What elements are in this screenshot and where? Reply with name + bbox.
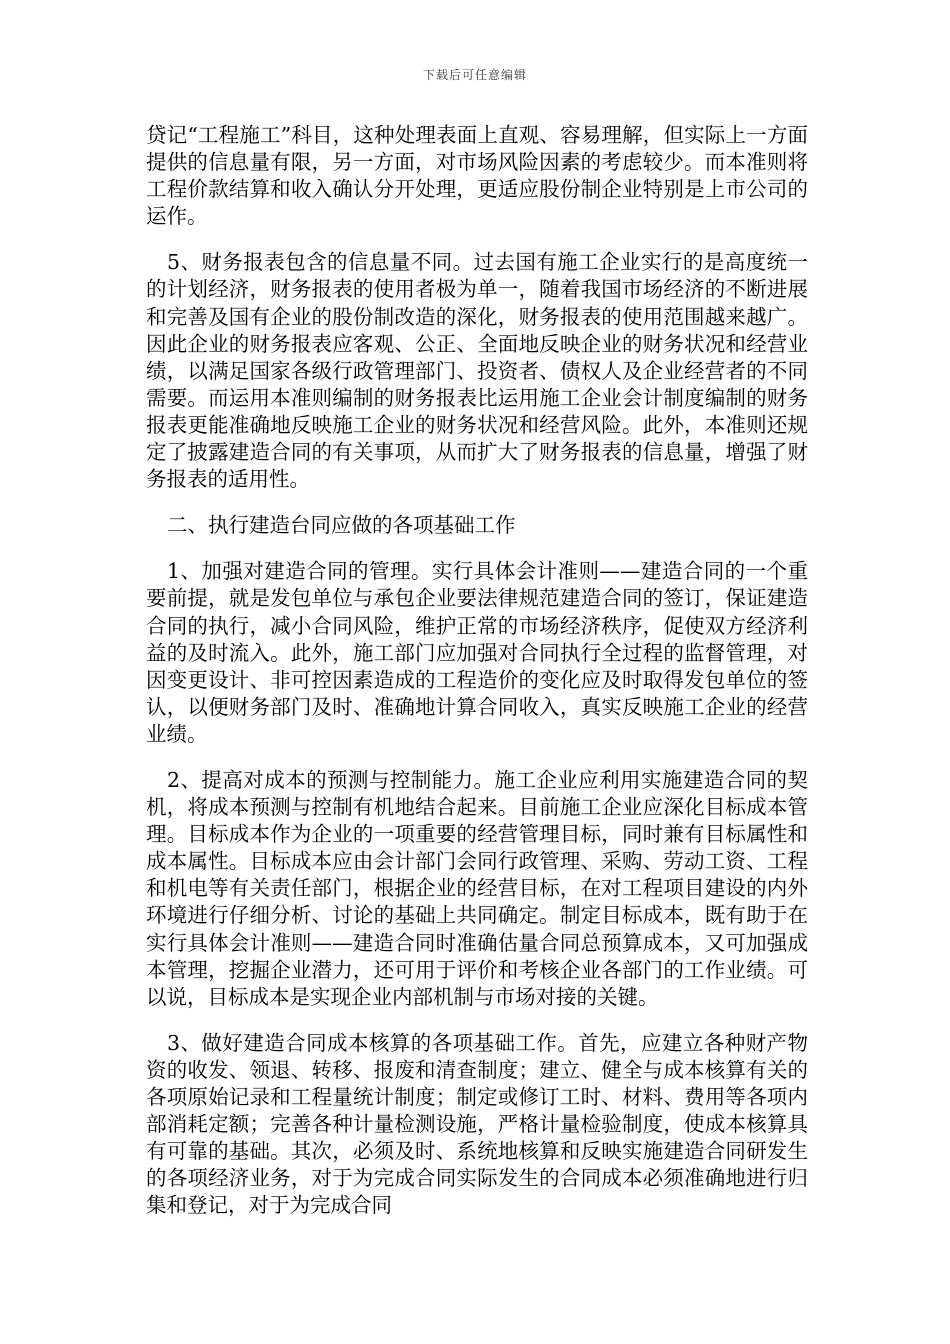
paragraph-point-3: 3、做好建造合同成本核算的各项基础工作。首先，应建立各种财产物资的收发、领退、转移、报废和清查制度；建立、健全与成本核算有关的各项原始记录和工程量统计制度；制定或修订工时、材料、费用等各项内部消耗定额；完善各种计量检测设施，严格计量检验制度，使成本核算具有可靠的基础。其次，必须及时、系统地核算和反映实施建造合同研发生的各项经济业务，对于为完成合同实际发生的合同成本必须准确地进行归集和登记，对于为完成合同 [146, 1030, 808, 1218]
document-body [146, 122, 808, 1238]
paragraph-point-2: 2、提高对成本的预测与控制能力。施工企业应利用实施建造合同的契机，将成本预测与控制有机地结合起来。目前施工企业应深化目标成本管理。目标成本作为企业的一项重要的经营管理目标，同时兼有目标属性和成本属性。目标成本应由会计部门会同行政管理、采购、劳动工资、工程和机电等有关责任部门，根据企业的经营目标，在对工程项目建设的内外环境进行仔细分析、讨论的基础上共同确定。制定目标成本，既有助于在实行具体会计准则——建造合同时准确估量合同总预算成本，又可加强成本管理，挖掘企业潜力，还可用于评价和考核企业各部门的工作业绩。可以说，目标成本是实现企业内部机制与市场对接的关键。 [146, 767, 808, 1009]
paragraph-point-5: 5、财务报表包含的信息量不同。过去国有施工企业实行的是高度统一的计划经济，财务报表的使用者极为单一，随着我国市场经济的不断进展和完善及国有企业的股份制改造的深化，财务报表的使用范围越来越广。因此企业的财务报表应客观、公正、全面地反映企业的财务状况和经营业绩，以满足国家各级行政管理部门、投资者、债权人及企业经营者的不同需要。而运用本准则编制的财务报表比运用施工企业会计制度编制的财务报表更能准确地反映施工企业的财务状况和经营风险。此外，本准则还规定了披露建造合同的有关事项，从而扩大了财务报表的信息量，增强了财务报表的适用性。 [146, 250, 808, 492]
section-heading-2: 二、执行建造台同应做的各项基础工作 [167, 513, 516, 538]
page-header-note: 下载后可任意编辑 [422, 68, 527, 82]
paragraph-point-1: 1、加强对建造合同的管理。实行具体会计准则——建造合同的一个重要前提，就是发包单位与承包企业要法律规范建造合同的签订，保证建造合同的执行，减小合同风险，维护正常的市场经济秩序，促使双方经济利益的及时流入。此外，施工部门应加强对合同执行全过程的监督管理，对因变更设计、非可控因素造成的工程造价的变化应及时取得发包单位的签认，以便财务部门及时、准确地计算合同收入，真实反映施工企业的经营业绩。 [146, 559, 808, 746]
paragraph-continuation: 贷记“工程施工”科目，这种处理表面上直观、容易理解，但实际上一方面提供的信息量有限，另一方面，对市场风险因素的考虑较少。而本准则将工程价款结算和收入确认分开处理，更适应股份制企业特别是上市公司的运作。 [146, 123, 808, 229]
